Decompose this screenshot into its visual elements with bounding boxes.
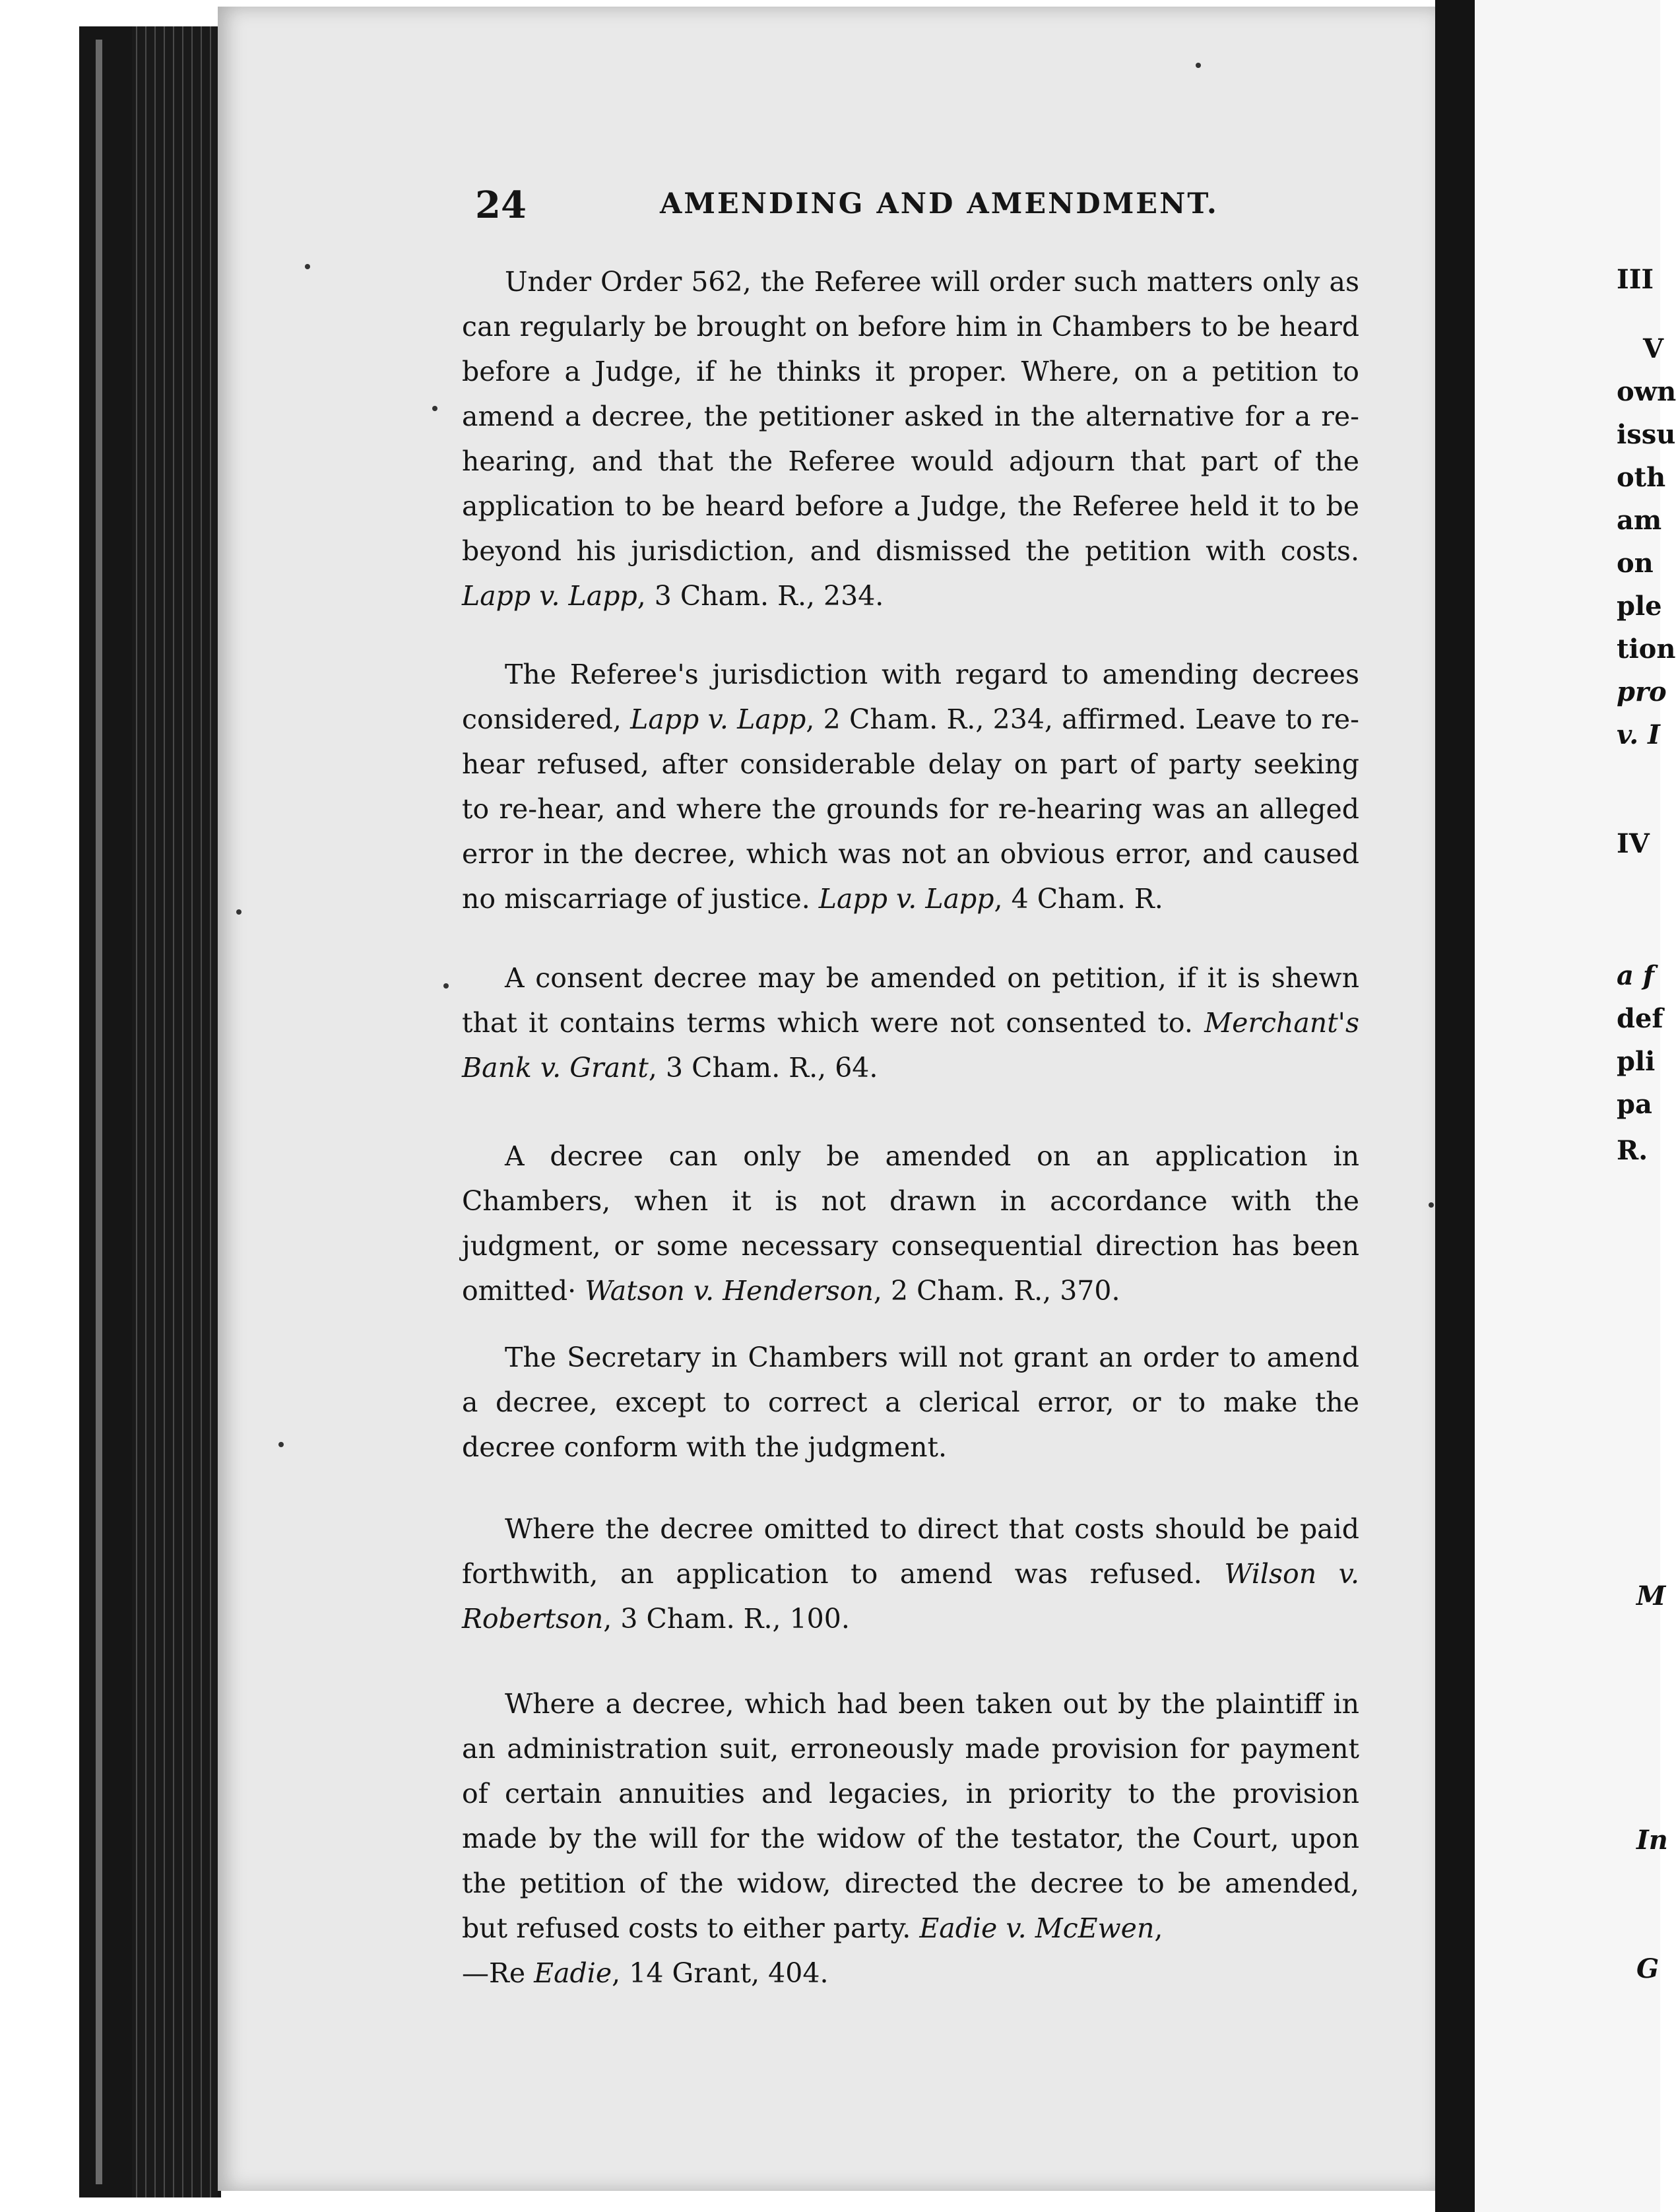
case-citation: Lapp v. Lapp [630, 703, 806, 735]
adjacent-fragment: III [1617, 264, 1654, 295]
page-edges [132, 26, 218, 2197]
scan-speck [432, 406, 437, 411]
adjacent-fragment: own [1617, 376, 1676, 407]
adjacent-fragment: am [1617, 505, 1662, 536]
case-citation: Watson v. Henderson [585, 1275, 874, 1307]
adjacent-fragment: M [1636, 1580, 1666, 1611]
adjacent-fragment: issu [1617, 419, 1676, 450]
adjacent-fragment: V [1643, 333, 1664, 364]
scan-speck [236, 909, 242, 915]
case-citation: Merchant's Bank v. Grant [462, 1007, 1359, 1084]
case-citation: Lapp v. Lapp [462, 580, 637, 612]
adjacent-fragment: def [1617, 1003, 1663, 1034]
page-gutter [1435, 0, 1475, 2212]
adjacent-fragment: oth [1617, 462, 1666, 493]
case-citation: Lapp v. Lapp [818, 883, 994, 915]
running-head: AMENDING AND AMENDMENT. [660, 187, 1219, 220]
adjacent-fragment: R. [1617, 1135, 1648, 1166]
paragraph-6: Where the decree omitted to direct that costs should be paid forthwith, an application to amend was refused. Wilson v. Robertson, 3 Cham. R., 100. [462, 1513, 1359, 1635]
page-number: 24 [475, 183, 527, 227]
scan-speck [1196, 63, 1201, 68]
adjacent-fragment: In [1636, 1825, 1668, 1856]
paragraph-1: Under Order 562, the Referee will order such matters only as can regularly be brought on before him in Chambers to be heard before a Judge, if he thinks it proper. Where, on a petition to amend a decree, the petitioner asked in the alternative for a re-hearing, and that the Referee would adjourn that part of the application to be heard before a Judge, the Referee held it to be beyond his jurisdiction, and dismissed the petition with costs. Lapp v. Lapp, 3 Cham. R., 234. [462, 266, 1359, 612]
adjacent-fragment: v. I [1617, 719, 1660, 750]
adjacent-fragment: G [1636, 1953, 1660, 1984]
scan-speck [443, 983, 449, 989]
adjacent-fragment: on [1617, 548, 1654, 579]
adjacent-fragment: a f [1617, 960, 1655, 991]
paragraph-2: The Referee's jurisdiction with regard to amending decrees considered, Lapp v. Lapp, 2 Cham. R., 234, affirmed. Leave to re-hear refused, after considerable delay on part of party seeking to re-hear, and where the grounds for re-hearing was an alleged error in the decree, which was not an obvious error, and caused no miscarriage of justice. Lapp v. Lapp, 4 Cham. R. [462, 659, 1359, 915]
case-citation: Eadie v. McEwen [919, 1912, 1155, 1944]
adjacent-fragment: ple [1617, 591, 1662, 622]
paragraph-3: A consent decree may be amended on petition, if it is shewn that it contains terms which were not consented to. Merchant's Bank v. Grant, 3 Cham. R., 64. [462, 962, 1359, 1084]
scan-speck [1429, 1202, 1434, 1208]
paragraph-5: The Secretary in Chambers will not grant an order to amend a decree, except to correct a clerical error, or to make the decree conform with the judgment. [462, 1342, 1359, 1463]
case-citation: Eadie [534, 1957, 612, 1989]
scan-speck [278, 1442, 284, 1447]
adjacent-fragment: tion [1617, 634, 1676, 665]
adjacent-fragment: pro [1617, 676, 1667, 707]
adjacent-fragment: IV [1617, 828, 1650, 859]
adjacent-fragment: pli [1617, 1046, 1656, 1077]
case-citation: Wilson v. Robertson [462, 1558, 1359, 1635]
adjacent-fragment: pa [1617, 1089, 1652, 1120]
spine-highlight [96, 40, 102, 2184]
scan-speck [305, 264, 310, 269]
paragraph-4: A decree can only be amended on an application in Chambers, when it is not drawn in accordance with the judgment, or some necessary consequential direction has been omitted· Watson v. Henderson, 2 Cham. R., 370. [462, 1140, 1359, 1307]
paragraph-7: Where a decree, which had been taken out by the plaintiff in an administration suit, erroneously made provision for payment of certain annuities and legacies, in priority to the provision made by the will for the widow of the testator, the Court, upon the petition of the widow, directed the decree to be amended, but refused costs to either party. Eadie v. McEwen, —Re Eadie, 14 Grant, 404. [462, 1688, 1359, 1989]
